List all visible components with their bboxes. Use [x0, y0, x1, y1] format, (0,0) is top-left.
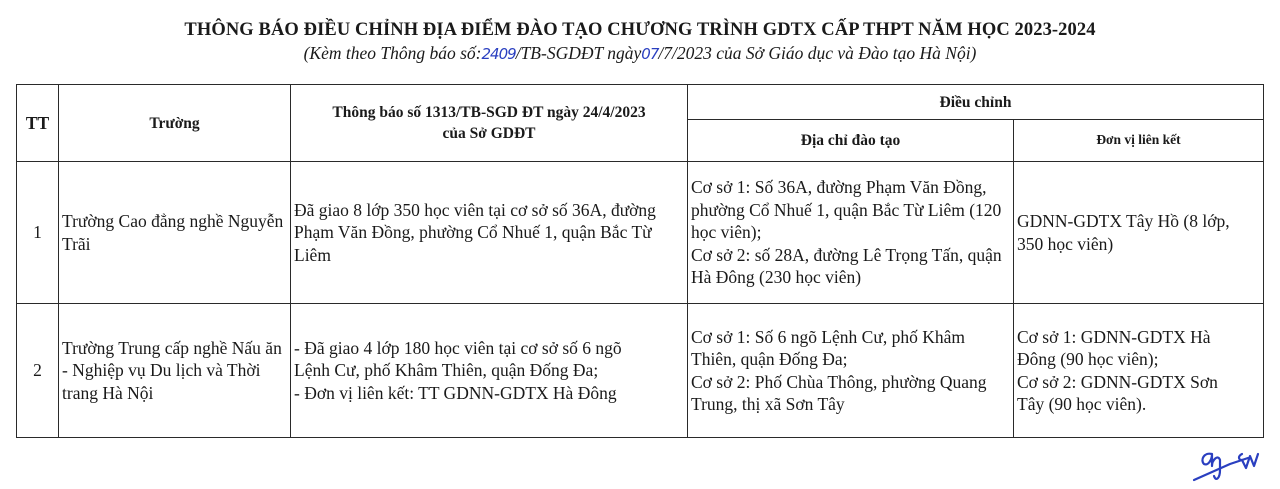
table-header-row — [17, 85, 1264, 120]
cell-partner — [1014, 304, 1264, 438]
header-notice: Thông báo số 1313/TB-SGD ĐT ngày 24/4/2023 của Sở GDĐT — [291, 85, 688, 162]
header-tt: TT — [17, 85, 59, 162]
subtitle-prefix: (Kèm theo Thông báo số: — [303, 43, 482, 63]
table-row — [17, 162, 1264, 304]
cell-address — [688, 304, 1014, 438]
cell-notice — [291, 162, 688, 304]
address-line: Cơ sở 2: Phố Chùa Thông, phường Quang Trung, thị xã Sơn Tây — [691, 371, 987, 414]
notice-line: - Đơn vị liên kết: TT GDNN-GDTX Hà Đông — [294, 382, 617, 403]
partner-line: Cơ sở 1: GDNN-GDTX Hà Đông (90 học viên); — [1017, 326, 1211, 369]
cell-tt: 1 — [17, 162, 59, 304]
notice-line: - Đã giao 4 lớp 180 học viên tại cơ sở số 6 ngõ Lệnh Cư, phố Khâm Thiên, quận Đống Đa; — [294, 337, 622, 381]
header-address: Địa chỉ đào tạo — [688, 120, 1014, 162]
handwritten-notice-number: 2409 — [481, 45, 516, 63]
header-school: Trường — [59, 85, 291, 162]
signature-icon — [1190, 446, 1270, 486]
cell-school: Trường Trung cấp nghề Nấu ăn - Nghiệp vụ Du lịch và Thời trang Hà Nội — [59, 304, 291, 438]
partner-line: Cơ sở 2: GDNN-GDTX Sơn Tây (90 học viên). — [1017, 371, 1218, 414]
document-subtitle — [0, 43, 1280, 64]
subtitle-middle: /TB-SGDĐT ngày — [515, 43, 642, 63]
address-line: Cơ sở 1: Số 36A, đường Phạm Văn Đồng, phường Cổ Nhuế 1, quận Bắc Từ Liêm (120 học viên); — [691, 177, 1002, 243]
document-title: THÔNG BÁO ĐIỀU CHỈNH ĐỊA ĐIỂM ĐÀO TẠO CHƯƠNG TRÌNH GDTX CẤP THPT NĂM HỌC 2023-2024 — [184, 20, 1096, 40]
cell-tt: 2 — [17, 304, 59, 438]
cell-address — [688, 162, 1014, 304]
cell-notice — [291, 304, 688, 438]
header-partner: Đơn vị liên kết — [1014, 120, 1264, 162]
adjustment-table — [16, 84, 1264, 438]
cell-school: Trường Cao đẳng nghề Nguyễn Trãi — [59, 162, 291, 304]
address-line: Cơ sở 2: số 28A, đường Lê Trọng Tấn, quận Hà Đông (230 học viên) — [691, 244, 1002, 288]
handwritten-day: 07 — [641, 45, 659, 63]
address-line: Cơ sở 1: Số 6 ngõ Lệnh Cư, phố Khâm Thiên, quận Đống Đa; — [691, 326, 965, 369]
header-adjustment: Điều chỉnh — [688, 85, 1264, 120]
subtitle-suffix: /7/2023 của Sở Giáo dục và Đào tạo Hà Nội) — [658, 43, 977, 63]
notice-line: Đã giao 8 lớp 350 học viên tại cơ sở số 36A, đường Phạm Văn Đồng, phường Cổ Nhuế 1, quận Bắc Từ Liêm — [294, 199, 656, 265]
cell-partner — [1014, 162, 1264, 304]
partner-line: GDNN-GDTX Tây Hồ (8 lớp, 350 học viên) — [1017, 211, 1230, 254]
table-row — [17, 304, 1264, 438]
